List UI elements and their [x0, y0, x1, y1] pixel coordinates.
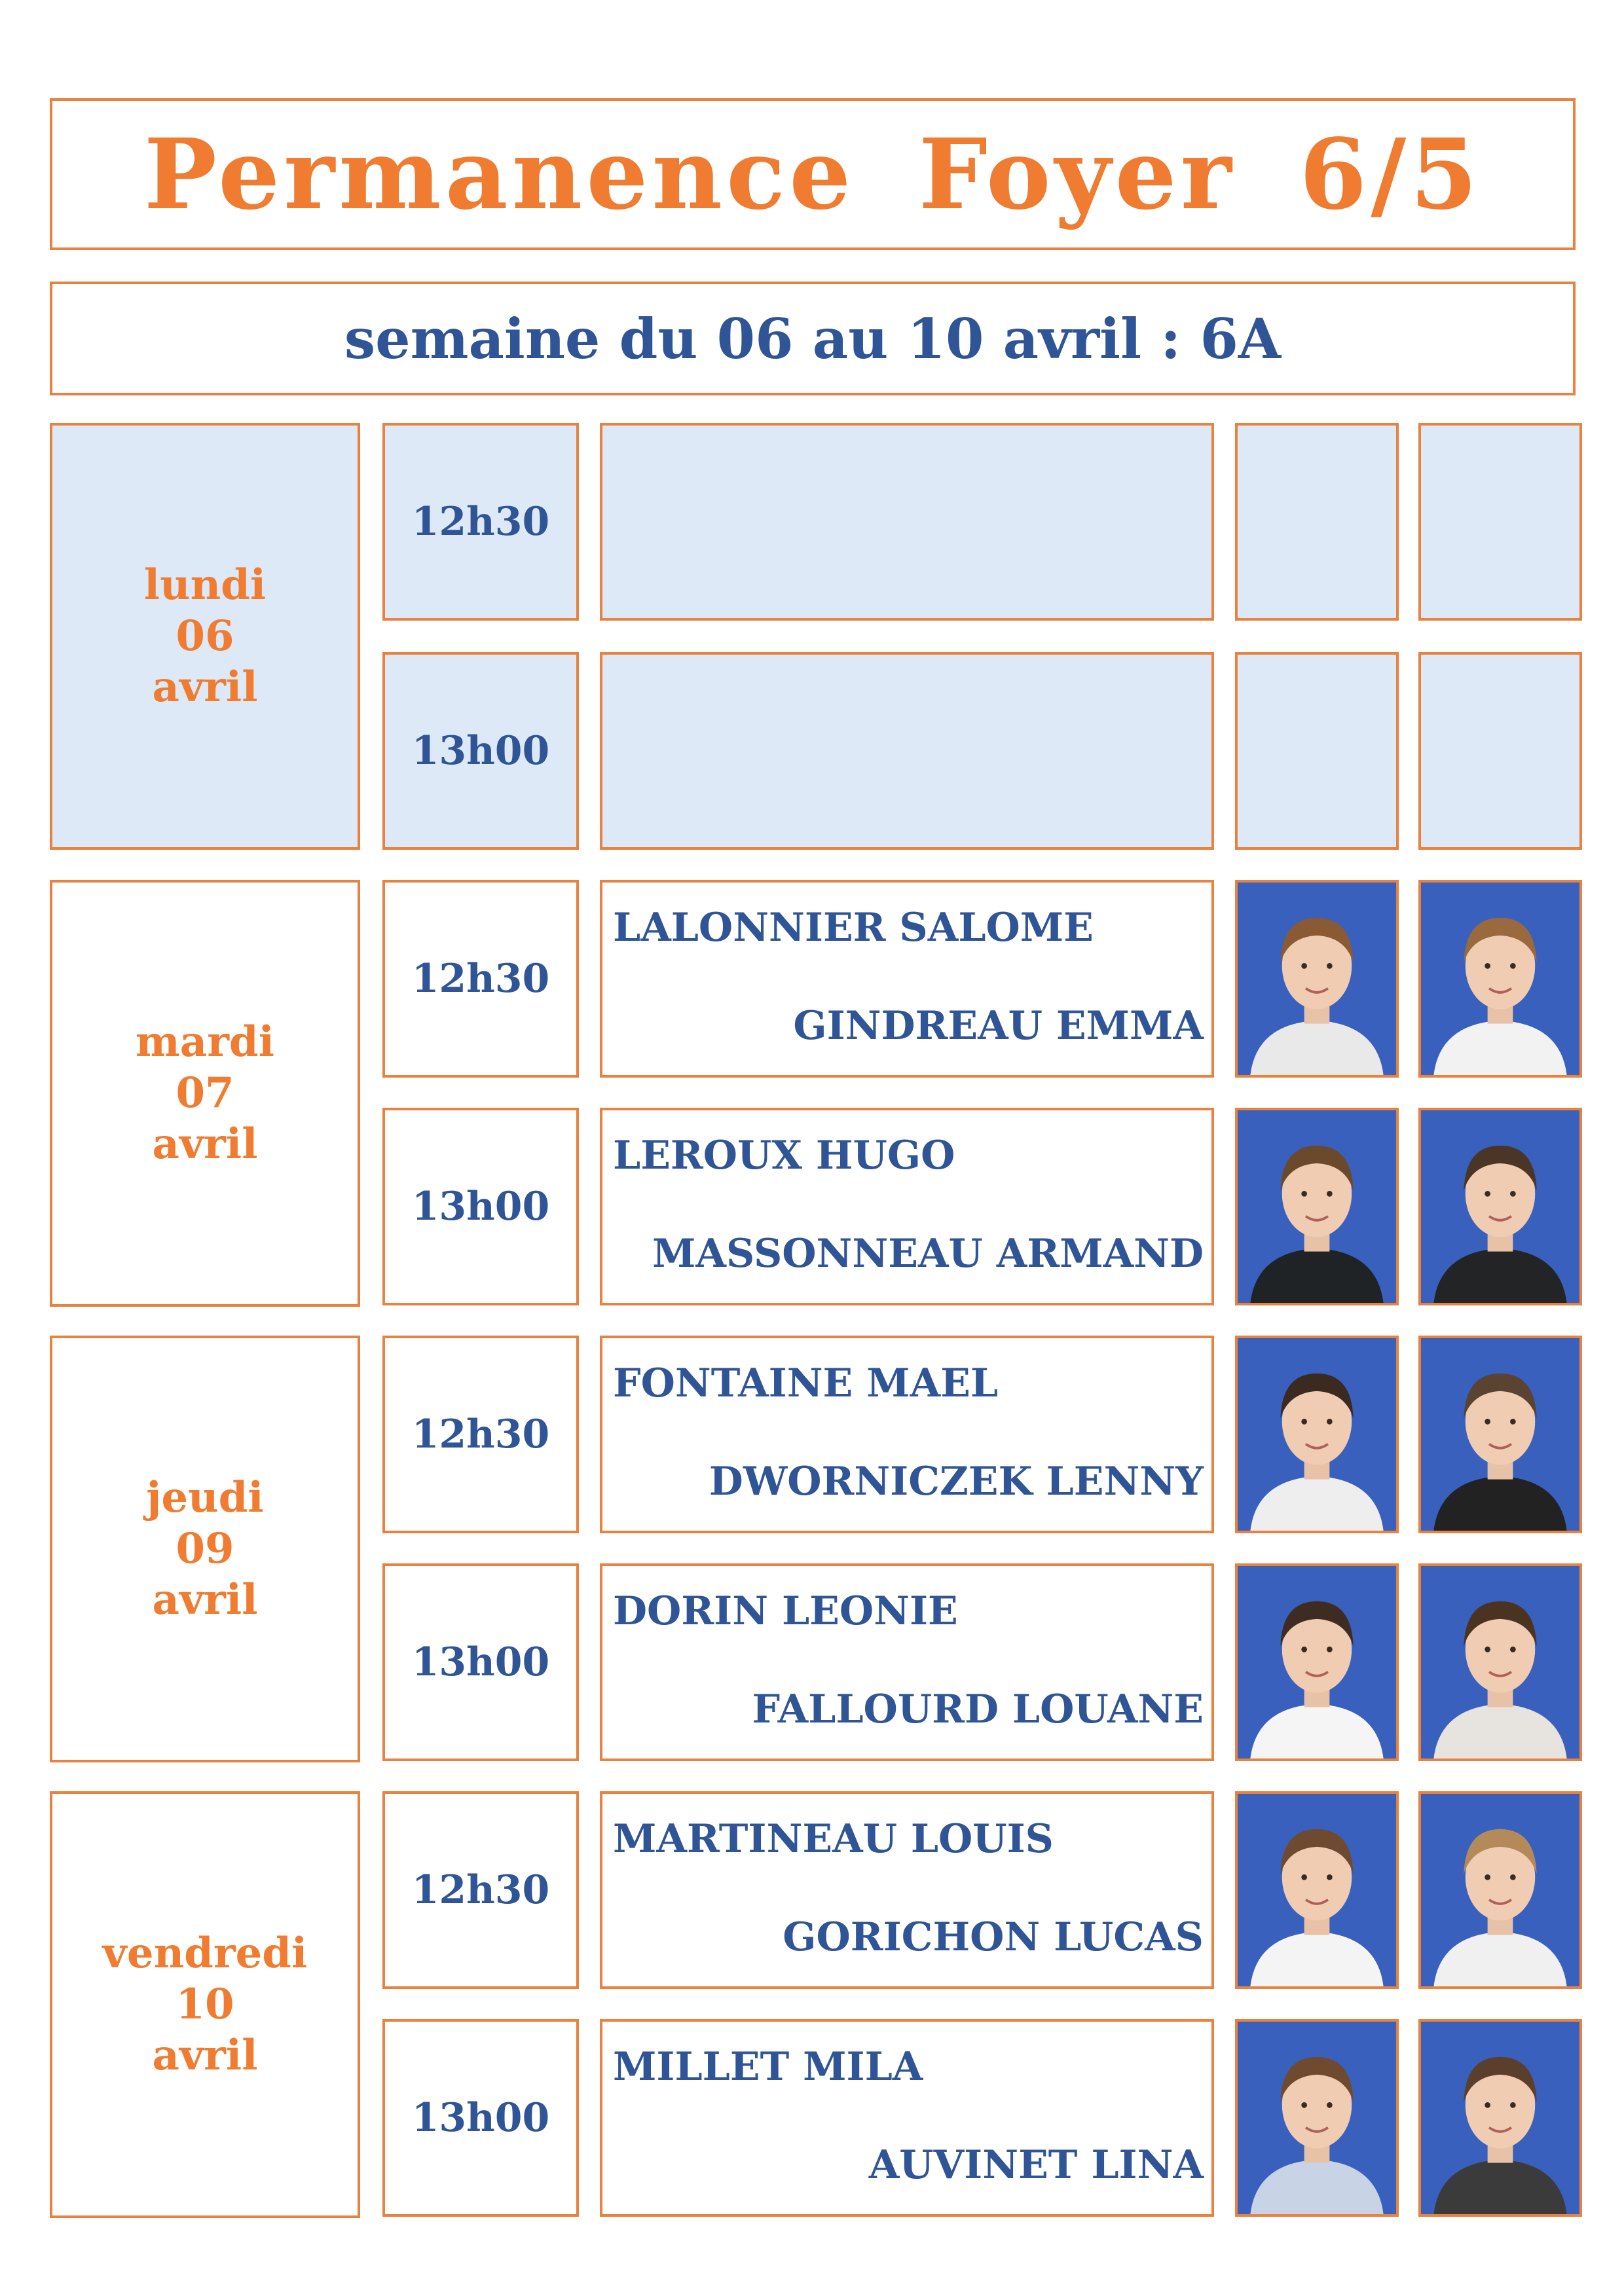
portrait-image	[1238, 1338, 1396, 1531]
portrait-image	[1421, 1566, 1579, 1758]
student-photo	[1418, 1563, 1582, 1761]
student-name: FALLOURD LOUANE	[752, 1686, 1204, 1732]
time-label: 12h30	[411, 1412, 550, 1457]
portrait-image	[1421, 1338, 1579, 1531]
student-photo	[1418, 1108, 1582, 1305]
time-cell	[382, 1563, 579, 1761]
student-name: DWORNICZEK LENNY	[709, 1459, 1204, 1504]
student-photo	[1418, 880, 1582, 1078]
student-photo	[1418, 1791, 1582, 1989]
names-cell	[600, 1563, 1214, 1761]
time-cell	[382, 652, 579, 850]
day-name: mardi	[136, 1017, 274, 1066]
student-name: GINDREAU EMMA	[793, 1003, 1204, 1049]
student-name: FONTAINE MAEL	[613, 1360, 999, 1406]
time-label: 12h30	[411, 1867, 550, 1913]
day-date: 10	[175, 1980, 234, 2029]
student-photo	[1235, 1791, 1399, 1989]
student-name: MILLET MILA	[613, 2044, 923, 2090]
portrait-image	[1238, 1566, 1396, 1758]
time-label: 12h30	[411, 499, 550, 545]
day-date: 09	[175, 1524, 234, 1573]
week-label: semaine du 06 au 10 avril : 6A	[344, 306, 1282, 371]
day-month: avril	[152, 663, 258, 712]
names-cell-empty	[600, 652, 1214, 850]
day-cell-vendredi	[50, 1791, 360, 2218]
student-photo	[1235, 880, 1399, 1078]
names-cell	[600, 880, 1214, 1078]
student-photo	[1235, 1336, 1399, 1533]
time-label: 13h00	[411, 1184, 550, 1230]
title-box	[50, 98, 1576, 250]
day-date: 06	[175, 611, 234, 661]
photo-slot-empty	[1235, 652, 1399, 850]
time-cell	[382, 423, 579, 621]
portrait-image	[1238, 1110, 1396, 1303]
names-cell	[600, 1791, 1214, 1989]
time-label: 12h30	[411, 956, 550, 1002]
day-name: jeudi	[146, 1473, 264, 1522]
day-cell-jeudi	[50, 1336, 360, 1762]
student-name: GORICHON LUCAS	[783, 1914, 1204, 1960]
portrait-image	[1421, 883, 1579, 1075]
student-photo	[1235, 2019, 1399, 2217]
week-box	[50, 282, 1576, 395]
portrait-image	[1238, 883, 1396, 1075]
student-name: MARTINEAU LOUIS	[613, 1816, 1054, 1862]
day-month: avril	[152, 1575, 258, 1624]
photo-slot-empty	[1418, 652, 1582, 850]
names-cell	[600, 1108, 1214, 1305]
portrait-image	[1421, 2022, 1579, 2214]
day-cell-lundi	[50, 423, 360, 850]
day-month: avril	[152, 1120, 258, 1169]
photo-slot-empty	[1418, 423, 1582, 621]
names-cell-empty	[600, 423, 1214, 621]
student-name: MASSONNEAU ARMAND	[652, 1231, 1204, 1277]
time-cell	[382, 2019, 579, 2217]
day-date: 07	[175, 1068, 234, 1118]
day-month: avril	[152, 2031, 258, 2080]
time-cell	[382, 1108, 579, 1305]
time-cell	[382, 1336, 579, 1533]
student-name: AUVINET LINA	[868, 2142, 1204, 2188]
portrait-image	[1238, 2022, 1396, 2214]
student-name: DORIN LEONIE	[613, 1588, 958, 1634]
time-label: 13h00	[411, 728, 550, 774]
names-cell	[600, 1336, 1214, 1533]
student-photo	[1235, 1108, 1399, 1305]
student-name: LEROUX HUGO	[613, 1133, 955, 1178]
photo-slot-empty	[1235, 423, 1399, 621]
student-photo	[1235, 1563, 1399, 1761]
names-cell	[600, 2019, 1214, 2217]
page-title: Permanence Foyer 6/5	[143, 117, 1482, 231]
portrait-image	[1238, 1794, 1396, 1986]
day-name: vendredi	[102, 1929, 308, 1978]
day-cell-mardi	[50, 880, 360, 1307]
time-label: 13h00	[411, 2095, 550, 2141]
student-photo	[1418, 1336, 1582, 1533]
student-photo	[1418, 2019, 1582, 2217]
portrait-image	[1421, 1110, 1579, 1303]
day-name: lundi	[143, 560, 267, 610]
time-cell	[382, 1791, 579, 1989]
portrait-image	[1421, 1794, 1579, 1986]
student-name: LALONNIER SALOME	[613, 905, 1094, 951]
time-label: 13h00	[411, 1639, 550, 1685]
time-cell	[382, 880, 579, 1078]
